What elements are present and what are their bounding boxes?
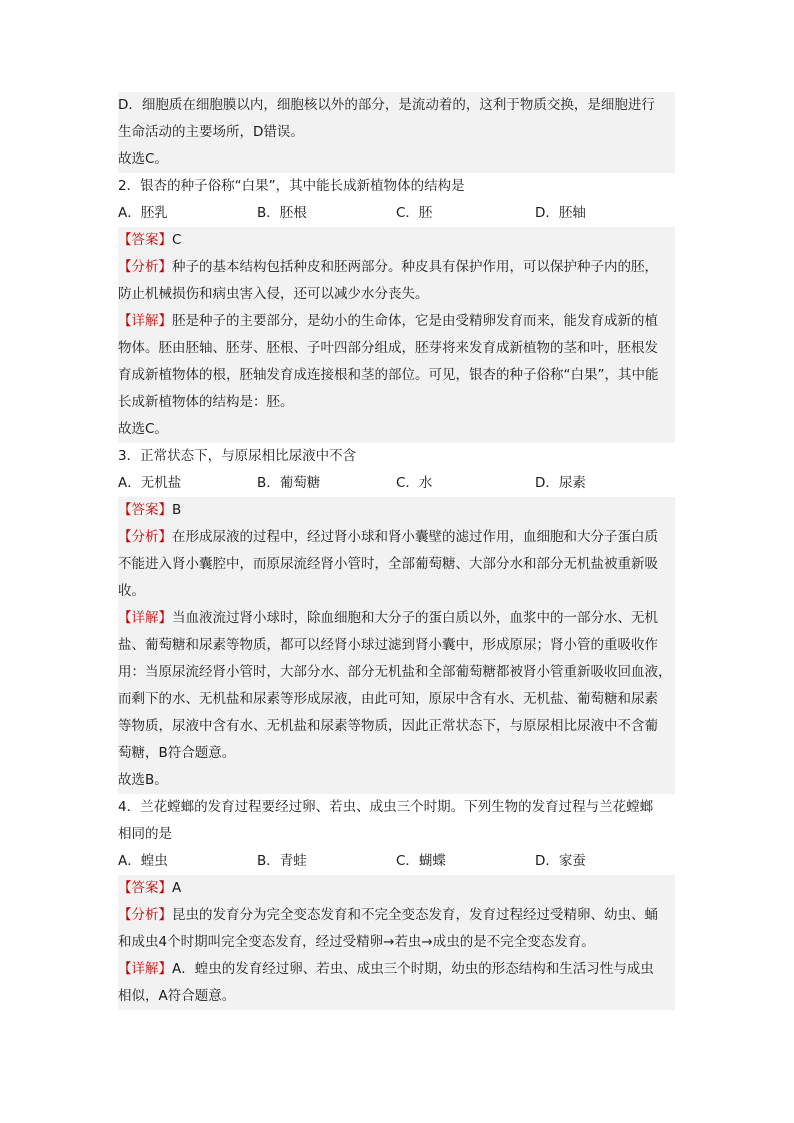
detail-text: 胚是种子的主要部分，是幼小的生命体，它是由受精卵发育而来，能发育成新的植 bbox=[172, 313, 658, 329]
q2-conclusion: 故选C。 bbox=[118, 421, 168, 437]
document-content bbox=[118, 92, 675, 1010]
detail-tag: 【详解】 bbox=[118, 610, 172, 626]
q2-option-c: C．胚 bbox=[396, 205, 433, 221]
q4-stem-line-2: 相同的是 bbox=[118, 826, 172, 842]
analysis-text: 在形成尿液的过程中，经过肾小球和肾小囊壁的滤过作用，血细胞和大分子蛋白质 bbox=[172, 529, 658, 545]
q3-detail-line-1 bbox=[118, 605, 675, 632]
q4-solution-block bbox=[118, 875, 675, 1010]
q4-detail-line-2: 相似，A符合题意。 bbox=[118, 988, 236, 1004]
q3-solution-block bbox=[118, 497, 675, 794]
q3-analysis-line-2: 不能进入肾小囊腔中，而原尿流经肾小管时，全部葡萄糖、大部分水和部分无机盐被重新吸 bbox=[118, 556, 658, 572]
q4-answer bbox=[118, 875, 675, 902]
q3-options bbox=[118, 470, 675, 497]
analysis-text: 昆虫的发育分为完全变态发育和不完全变态发育，发育过程经过受精卵、幼虫、蛹 bbox=[172, 907, 658, 923]
q1-analysis-line-1: D．细胞质在细胞膜以内，细胞核以外的部分，是流动着的，这利于物质交换，是细胞进行 bbox=[118, 97, 655, 113]
q1-conclusion: 故选C。 bbox=[118, 151, 168, 167]
q1-analysis-line-2: 生命活动的主要场所，D错误。 bbox=[118, 124, 304, 140]
q4-option-a: A．蝗虫 bbox=[118, 853, 168, 869]
q2-detail-line-2: 物体。胚由胚轴、胚芽、胚根、子叶四部分组成，胚芽将来发育成新植物的茎和叶，胚根发 bbox=[118, 340, 658, 356]
analysis-text: 种子的基本结构包括种皮和胚两部分。种皮具有保护作用，可以保护种子内的胚， bbox=[172, 259, 658, 275]
q4-detail-line-1 bbox=[118, 956, 675, 983]
q3-detail-line-4: 而剩下的水、无机盐和尿素等形成尿液，由此可知，原尿中含有水、无机盐、葡萄糖和尿素 bbox=[118, 691, 658, 707]
analysis-tag: 【分析】 bbox=[118, 907, 172, 923]
q3-detail-line-6: 萄糖，B符合题意。 bbox=[118, 745, 236, 761]
q2-option-d: D．胚轴 bbox=[535, 205, 586, 221]
q3-analysis-line-1 bbox=[118, 524, 675, 551]
q3-option-a: A．无机盐 bbox=[118, 475, 182, 491]
q2-option-b: B．胚根 bbox=[257, 205, 307, 221]
q2-solution-block bbox=[118, 227, 675, 443]
detail-tag: 【详解】 bbox=[118, 961, 172, 977]
q4-option-c: C．蝴蝶 bbox=[396, 853, 446, 869]
answer-value: B bbox=[172, 502, 182, 518]
q3-detail-line-5: 等物质，尿液中含有水、无机盐和尿素等物质，因此正常状态下，与原尿相比尿液中不含葡 bbox=[118, 718, 658, 734]
answer-tag: 【答案】 bbox=[118, 232, 172, 248]
q3-detail-line-3: 用：当原尿流经肾小管时，大部分水、部分无机盐和全部葡萄糖都被肾小管重新吸收回血液， bbox=[118, 664, 672, 680]
q3-detail-line-2: 盐、葡萄糖和尿素等物质，都可以经肾小球过滤到肾小囊中，形成原尿；肾小管的重吸收作 bbox=[118, 637, 658, 653]
answer-value: C bbox=[172, 232, 182, 248]
q3-question bbox=[118, 443, 675, 497]
q2-detail-line-4: 长成新植物体的结构是：胚。 bbox=[118, 394, 294, 410]
q4-question bbox=[118, 794, 675, 875]
q2-option-a: A．胚乳 bbox=[118, 205, 168, 221]
q2-detail-line-3: 育成新植物体的根，胚轴发育成连接根和茎的部位。可见，银杏的种子俗称“白果”，其中能 bbox=[118, 367, 659, 383]
answer-tag: 【答案】 bbox=[118, 880, 172, 896]
q4-options bbox=[118, 848, 675, 875]
q2-options bbox=[118, 200, 675, 227]
q3-option-d: D．尿素 bbox=[535, 475, 586, 491]
detail-text: 当血液流过肾小球时，除血细胞和大分子的蛋白质以外，血浆中的一部分水、无机 bbox=[172, 610, 658, 626]
answer-value: A bbox=[172, 880, 182, 896]
q1-analysis-block bbox=[118, 92, 675, 173]
q2-analysis-line-2: 防止机械损伤和病虫害入侵，还可以减少水分丧失。 bbox=[118, 286, 429, 302]
detail-text: A．蝗虫的发育经过卵、若虫、成虫三个时期，幼虫的形态结构和生活习性与成虫 bbox=[172, 961, 654, 977]
q3-answer bbox=[118, 497, 675, 524]
analysis-tag: 【分析】 bbox=[118, 529, 172, 545]
q4-analysis-line-2: 和成虫4个时期叫完全变态发育，经过受精卵→若虫→成虫的是不完全变态发育。 bbox=[118, 934, 595, 950]
q2-analysis-line-1 bbox=[118, 254, 675, 281]
analysis-tag: 【分析】 bbox=[118, 259, 172, 275]
q3-option-c: C．水 bbox=[396, 475, 433, 491]
q2-answer bbox=[118, 227, 675, 254]
q2-stem: 2．银杏的种子俗称“白果”，其中能长成新植物体的结构是 bbox=[118, 178, 465, 194]
q4-option-b: B．青蛙 bbox=[257, 853, 307, 869]
detail-tag: 【详解】 bbox=[118, 313, 172, 329]
q4-option-d: D．家蚕 bbox=[535, 853, 586, 869]
q2-detail-line-1 bbox=[118, 308, 675, 335]
q3-conclusion: 故选B。 bbox=[118, 772, 168, 788]
q2-question bbox=[118, 173, 675, 227]
answer-tag: 【答案】 bbox=[118, 502, 172, 518]
q3-analysis-line-3: 收。 bbox=[118, 583, 145, 599]
q3-option-b: B．葡萄糖 bbox=[257, 475, 321, 491]
q4-analysis-line-1 bbox=[118, 902, 675, 929]
q4-stem-line-1: 4．兰花螳螂的发育过程要经过卵、若虫、成虫三个时期。下列生物的发育过程与兰花螳螂 bbox=[118, 799, 654, 815]
q3-stem: 3．正常状态下，与原尿相比尿液中不含 bbox=[118, 448, 357, 464]
